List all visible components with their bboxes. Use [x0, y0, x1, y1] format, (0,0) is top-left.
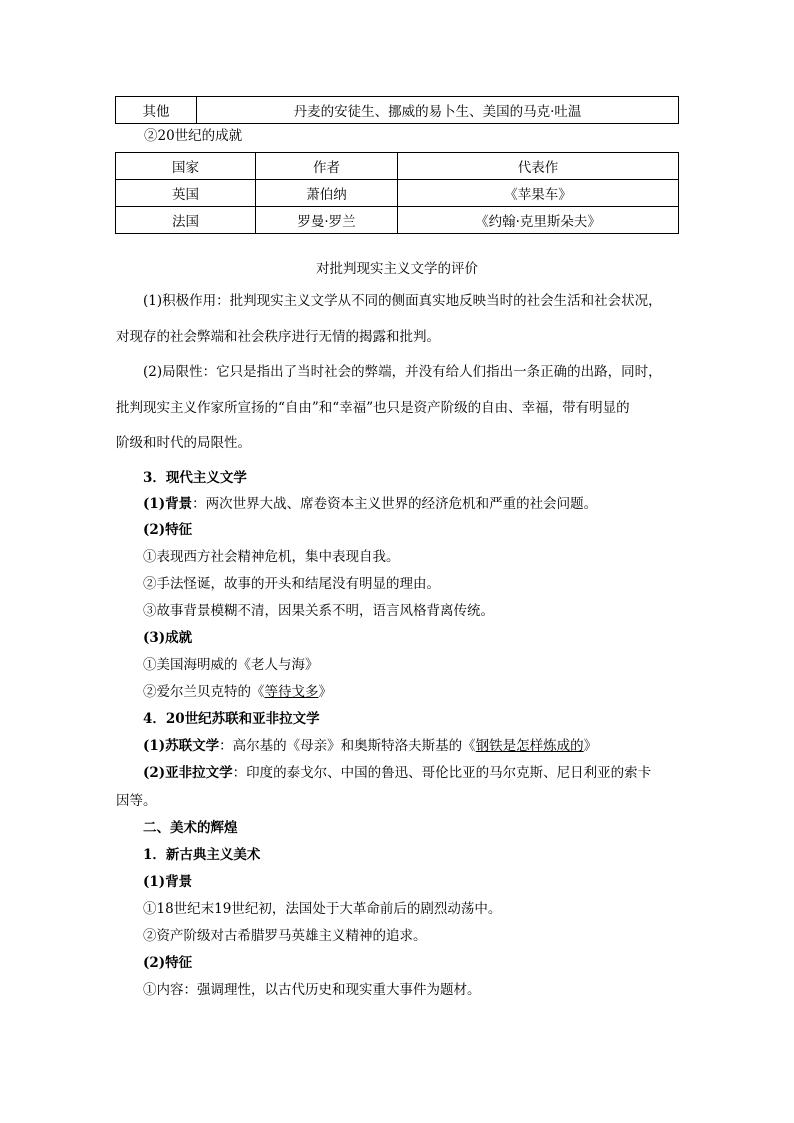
- modern-achievement-2: [143, 686, 332, 700]
- table-header-author: 作者: [256, 153, 398, 180]
- modern-achievement-label: (3)成就: [143, 630, 193, 646]
- art-feature-1: ①内容：强调理性，以古代历史和现实重大事件为题材。: [143, 982, 481, 998]
- aal-literature-line2: 因等。: [116, 793, 157, 809]
- art-background-1: ①18世纪末19世纪初，法国处于大革命前后的剧烈动荡中。: [143, 901, 502, 917]
- modern-heading: 3．现代主义文学: [143, 470, 247, 486]
- table-20th-century: [115, 152, 679, 234]
- table-cell: 英国: [116, 180, 256, 207]
- art-feature-label: (2)特征: [143, 955, 193, 971]
- table-header-works: 代表作: [398, 153, 679, 180]
- soviet-literature: [143, 740, 597, 754]
- aal-literature: [143, 767, 651, 781]
- eval-p1-line2: 对现存的社会弊端和社会秩序进行无情的揭露和批判。: [116, 329, 440, 345]
- table-cell: 《苹果车》: [398, 180, 679, 207]
- modern-bg-label: (1)背景: [143, 496, 193, 512]
- eval-p2-line2: 批判现实主义作家所宣扬的“自由”和“幸福”也只是资产阶级的自由、幸福，带有明显的: [116, 400, 630, 416]
- table-cell: 法国: [116, 207, 256, 234]
- modern-achievement-1: ①美国海明威的《老人与海》: [143, 657, 319, 673]
- achievement-2-prefix: ②爱尔兰贝克特的《: [143, 684, 265, 700]
- table-cell: 《约翰·克里斯朵夫》: [398, 207, 679, 234]
- table-other: [115, 96, 679, 124]
- table-other-label: 其他: [116, 97, 197, 124]
- soviet-lit-title: 钢铁是怎样炼成的: [475, 738, 584, 754]
- modern-bg-text: ：两次世界大战、席卷资本主义世界的经济危机和严重的社会问题。: [192, 496, 598, 512]
- modern-background: [143, 498, 597, 512]
- achievement-2-title: 等待戈多: [264, 684, 319, 700]
- soviet-heading: 4．20世纪苏联和亚非拉文学: [143, 711, 320, 727]
- art-neoclassical-heading: 1．新古典主义美术: [143, 847, 261, 863]
- aal-lit-text: ：印度的泰戈尔、中国的鲁迅、哥伦比亚的马尔克斯、尼日利亚的索卡: [232, 765, 652, 781]
- aal-lit-label: (2)亚非拉文学: [143, 765, 233, 781]
- eval-p2-line3: 阶级和时代的局限性。: [116, 435, 251, 451]
- modern-feature-3: ③故事背景模糊不清，因果关系不明，语言风格背离传统。: [143, 603, 494, 619]
- table-row: [116, 180, 679, 207]
- art-heading: 二、美术的辉煌: [143, 820, 238, 836]
- eval-p2-line1: (2)局限性：它只是指出了当时社会的弊端，并没有给人们指出一条正确的出路，同时，: [143, 364, 662, 380]
- table-cell: 罗曼·罗兰: [256, 207, 398, 234]
- art-background-label: (1)背景: [143, 874, 193, 890]
- soviet-lit-label: (1)苏联文学: [143, 738, 220, 754]
- section-20th-heading: ②20世纪的成就: [144, 128, 243, 144]
- art-background-2: ②资产阶级对古希腊罗马英雄主义精神的追求。: [143, 928, 427, 944]
- eval-p1-line1: (1)积极作用：批判现实主义文学从不同的侧面真实地反映当时的社会生活和社会状况，: [143, 293, 662, 309]
- soviet-lit-prefix: ：高尔基的《母亲》和奥斯特洛夫斯基的《: [219, 738, 476, 754]
- modern-feature-label: (2)特征: [143, 522, 193, 538]
- table-header-country: 国家: [116, 153, 256, 180]
- table-cell: 萧伯纳: [256, 180, 398, 207]
- modern-feature-1: ①表现西方社会精神危机，集中表现自我。: [143, 549, 400, 565]
- modern-feature-2: ②手法怪诞，故事的开头和结尾没有明显的理由。: [143, 576, 440, 592]
- table-row: [116, 207, 679, 234]
- soviet-lit-suffix: 》: [583, 738, 598, 754]
- eval-title: 对批判现实主义文学的评价: [316, 261, 478, 277]
- table-other-value: 丹麦的安徒生、挪威的易卜生、美国的马克·吐温: [197, 97, 679, 124]
- achievement-2-suffix: 》: [318, 684, 332, 700]
